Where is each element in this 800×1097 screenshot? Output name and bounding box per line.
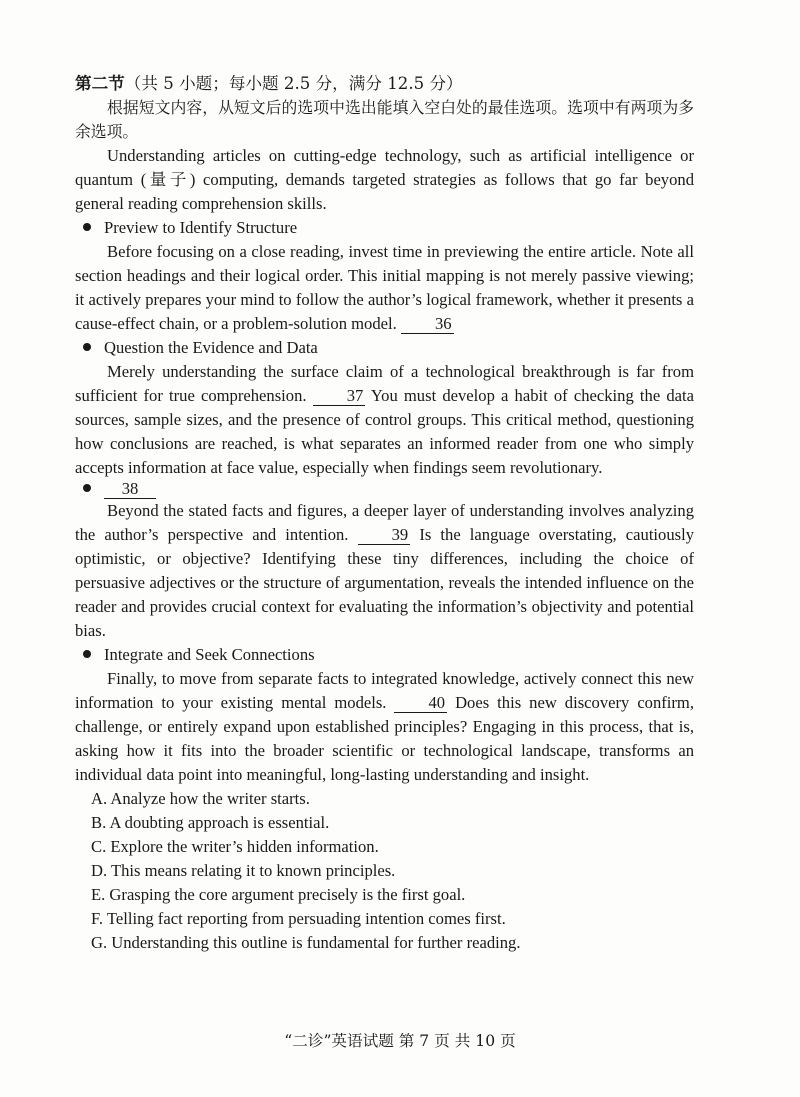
page-footer: “二诊”英语试题 第 7 页 共 10 页 <box>284 1032 516 1050</box>
option-g: G. Understanding this outline is fundamental for further reading. <box>91 933 521 952</box>
heading-preview-text: Preview to Identify Structure <box>104 218 298 237</box>
options-list <box>75 787 694 955</box>
blank-40[interactable]: 40 <box>394 694 447 713</box>
paragraph-integrate <box>75 667 694 787</box>
option-a: A. Analyze how the writer starts. <box>91 789 310 808</box>
heading-evidence-text: Question the Evidence and Data <box>104 338 318 357</box>
blank-37[interactable]: 37 <box>313 387 366 406</box>
heading-blank-38 <box>75 480 694 499</box>
option-f: F. Telling fact reporting from persuading intention comes first. <box>91 909 506 928</box>
section-title-bold: 第二节 <box>75 73 125 93</box>
heading-integrate-text: Integrate and Seek Connections <box>104 645 315 664</box>
option-d: D. This means relating it to known principles. <box>91 861 396 880</box>
section-title <box>75 71 694 96</box>
instructions: 根据短文内容，从短文后的选项中选出能填入空白处的最佳选项。选项中有两项为多余选项。 <box>75 98 694 141</box>
section-title-rest: （共 5 小题；每小题 2.5 分，满分 12.5 分） <box>124 74 463 93</box>
paragraph-evidence <box>75 360 694 480</box>
blank-38[interactable]: 38 <box>104 480 156 499</box>
bullet-icon <box>83 650 91 658</box>
paragraph-preview-text: Before focusing on a close reading, invest time in previewing the entire article. Note all section headings and their logical order. This initial mapping is not merely passive viewing; it actively prepares your mind to follow the author’s logical framework, whether it presents a cause-effect chain, or a problem-solution model. <box>75 242 694 333</box>
paragraph-perspective <box>75 499 694 643</box>
heading-evidence <box>75 336 694 360</box>
option-c: C. Explore the writer’s hidden information. <box>91 837 379 856</box>
blank-36[interactable]: 36 <box>401 315 454 334</box>
paragraph-evidence-text-a: Merely understanding the surface claim of a technological breakthrough is far from sufficient for true comprehension. <box>75 362 694 405</box>
bullet-icon <box>83 343 91 351</box>
bullet-icon <box>83 223 91 231</box>
heading-integrate <box>75 643 694 667</box>
blank-39[interactable]: 39 <box>358 526 411 545</box>
option-b: B. A doubting approach is essential. <box>91 813 330 832</box>
paragraph-integrate-text-a: Finally, to move from separate facts to integrated knowledge, actively connect this new information to your existing mental models. <box>75 669 694 712</box>
heading-preview <box>75 216 694 240</box>
paragraph-integrate-text-b: Does this new discovery confirm, challenge, or entirely expand upon established principles? Engaging in this process, that is, asking how it fits into the broader scientific or technological landscape, transforms an individual data point into meaningful, long-lasting understanding and insight. <box>75 693 694 784</box>
intro-paragraph: Understanding articles on cutting-edge technology, such as artificial intelligence or quantum (量子) computing, demands targeted strategies as follows that go far beyond general reading comprehension skills. <box>75 146 694 213</box>
option-e: E. Grasping the core argument precisely is the first goal. <box>91 885 466 904</box>
paragraph-preview <box>75 240 694 336</box>
bullet-icon <box>83 484 91 492</box>
paragraph-evidence-text-b: You must develop a habit of checking the data sources, sample sizes, and the presence of control groups. This critical method, questioning how conclusions are reached, is what separates an informed reader from one who simply accepts information at face value, especially when findings seem revolutionary. <box>75 386 694 477</box>
paragraph-perspective-text-a: Beyond the stated facts and figures, a deeper layer of understanding involves analyzing the author’s perspective and intention. <box>75 501 694 544</box>
paragraph-perspective-text-b: Is the language overstating, cautiously optimistic, or objective? Identifying these tiny differences, including the choice of persuasive adjectives or the structure of argumentation, reveals the intended influence on the reader and provides crucial context for evaluating the information’s objectivity and potential bias. <box>75 525 694 640</box>
